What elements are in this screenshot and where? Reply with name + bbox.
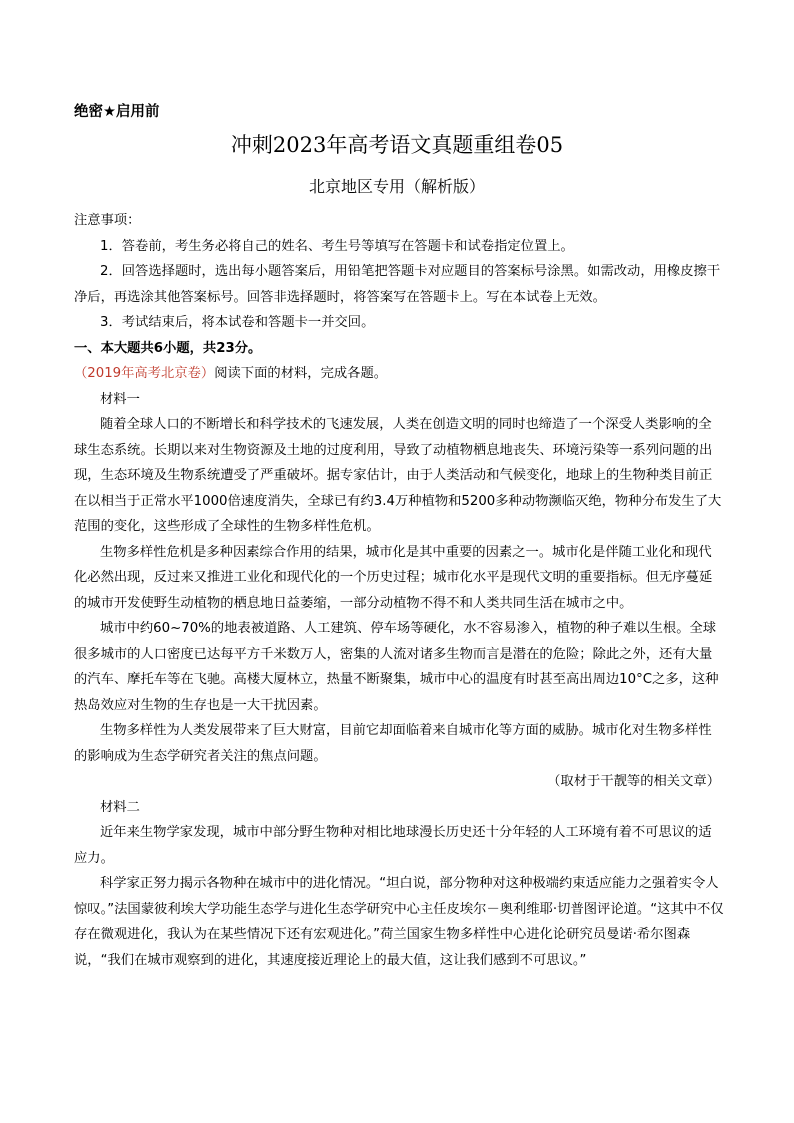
material-1-label: 材料一 — [100, 391, 140, 407]
question-source: （2019年高考北京卷） — [74, 366, 215, 381]
notes-heading: 注意事项： — [74, 213, 141, 228]
material-2-paragraph-2: 科学家正努力揭示各物种在城市中的进化情况。“坦白说，部分物种对这种极端约束适应能力之强着实令人惊叹。”法国蒙彼利埃大学功能生态学与进化生态学研究中心主任皮埃尔－奥利维耶·切普图评论道。“这其中不仅存在微观进化，我认为在某些情况下还有宏观进化。”荷兰国家生物多样性中心进化论研究员曼诺·希尔图森说，“我们在城市观察到的进化，其速度接近理论上的最大值，这让我们感到不可思议。” — [74, 876, 724, 968]
note-item-2: 2．回答选择题时，选出每小题答案后，用铅笔把答题卡对应题目的答案标号涂黑。如需改动，用橡皮擦干净后，再选涂其他答案标号。回答非选择题时，将答案写在答题卡上。写在本试卷上无效。 — [74, 264, 721, 305]
material-2-label: 材料二 — [100, 799, 140, 815]
material-1-paragraph-1: 随着全球人口的不断增长和科学技术的飞速发展，人类在创造文明的同时也缔造了一个深受人类影响的全球生态系统。长期以来对生物资源及土地的过度利用，导致了动植物栖息地丧失、环境污染等一系列问题的出现，生态环境及生物系统遭受了严重破坏。据专家估计，由于人类活动和气候变化，地球上的生物种类目前正在以相当于正常水平1000倍速度消失，全球已有约3.4万种植物和5200多种动物濒临灭绝，物种分布发生了大范围的变化，这些形成了全球性的生物多样性危机。 — [74, 417, 722, 534]
section-heading: 一、本大题共6小题，共23分。 — [74, 340, 262, 356]
page-title: 冲刺2023年高考语文真题重组卷05 — [230, 133, 564, 157]
secret-label: 绝密★启用前 — [74, 104, 160, 120]
note-item-3: 3．考试结束后，将本试卷和答题卡一并交回。 — [100, 315, 375, 330]
material-2-paragraph-1: 近年来生物学家发现，城市中部分野生物种对相比地球漫长历史还十分年轻的人工环境有着不可思议的适应力。 — [74, 825, 712, 866]
document-body — [74, 208, 724, 973]
section-instruction: 阅读下面的材料，完成各题。 — [214, 366, 388, 381]
material-1-paragraph-4: 生物多样性为人类发展带来了巨大财富，目前它却面临着来自城市化等方面的威胁。城市化对生物多样性的影响成为生态学研究者关注的焦点问题。 — [74, 723, 712, 764]
page-subtitle: 北京地区专用（解析版） — [308, 177, 485, 196]
material-1-paragraph-3: 城市中约60~70%的地表被道路、人工建筑、停车场等硬化，水不容易渗入，植物的种子难以生根。全球很多城市的人口密度已达每平方千米数万人，密集的人流对诸多生物而言是潜在的危险；除此之外，还有大量的汽车、摩托车等在飞驰。高楼大厦林立，热量不断聚集，城市中心的温度有时甚至高出周边10°C之多，这种热岛效应对生物的生存也是一大干扰因素。 — [74, 621, 719, 713]
section-intro — [74, 361, 724, 387]
note-item-1: 1．答卷前，考生务必将自己的姓名、考生号等填写在答题卡和试卷指定位置上。 — [100, 238, 574, 254]
material-1-citation: （取材于干靓等的相关文章） — [547, 774, 720, 789]
material-1-paragraph-2: 生物多样性危机是多种因素综合作用的结果，城市化是其中重要的因素之一。城市化是伴随工业化和现代化必然出现，反过来又推进工业化和现代化的一个历史过程；城市化水平是现代文明的重要指标。但无序蔓延的城市开发使野生动植物的栖息地日益萎缩，一部分动植物不得不和人类共同生活在城市之中。 — [74, 544, 713, 611]
